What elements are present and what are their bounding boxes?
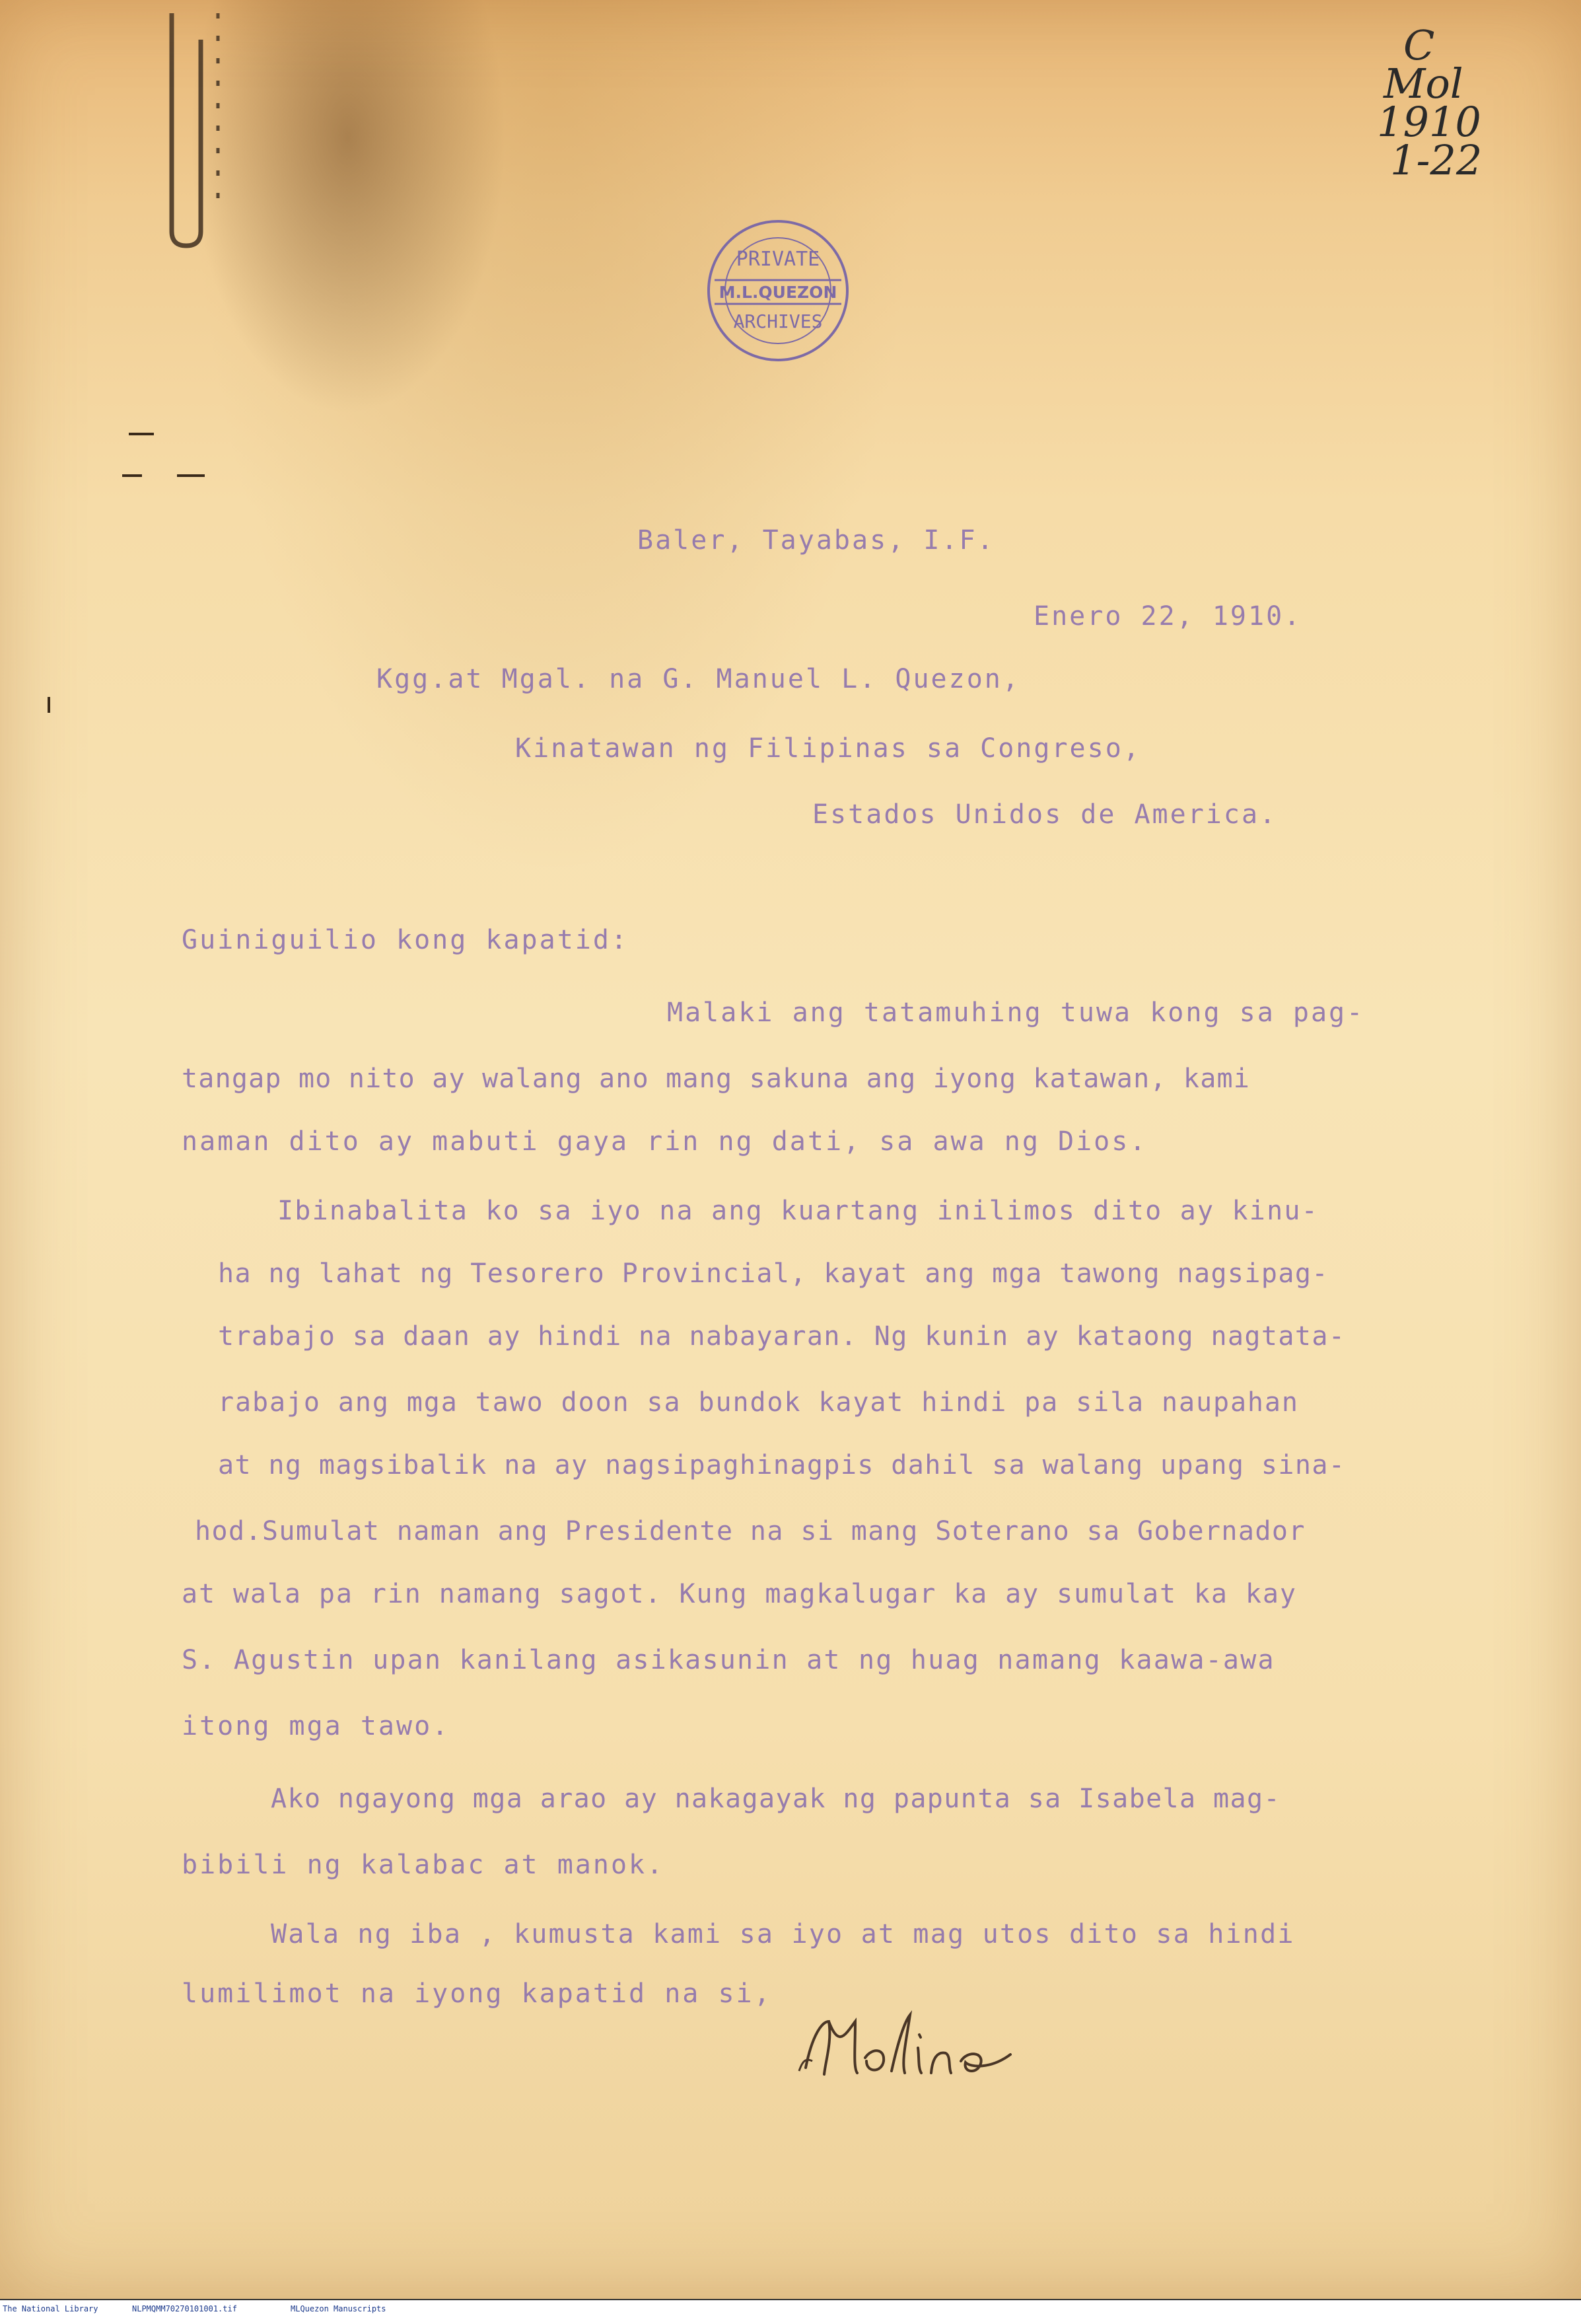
recipient-line: Kinatawan ng Filipinas sa Congreso, — [515, 733, 1141, 764]
body-line: tangap mo nito ay walang ano mang sakuna ang iyong katawan, kami — [182, 1064, 1251, 1094]
body-line: Ako ngayong mga arao ay nakagayak ng papunta sa Isabela mag- — [271, 1784, 1281, 1814]
annotation-line: Mol — [1384, 59, 1463, 108]
annotation-line: 1-22 — [1390, 136, 1483, 184]
handwritten-signature — [792, 1995, 1030, 2094]
paper-clip-mark — [145, 13, 251, 251]
body-line: bibili ng kalabac at manok. — [182, 1850, 665, 1880]
footer-library: The National Library — [3, 2304, 98, 2313]
body-line: Wala ng iba , kumusta kami sa iyo at mag utos dito sa hindi — [271, 1919, 1295, 1949]
body-line: ha ng lahat ng Tesorero Provincial, kayat ang mga tawong nagsipag- — [218, 1258, 1329, 1289]
footer-filename: NLPMQMM70270101001.tif — [132, 2304, 237, 2313]
annotation-line: C — [1403, 21, 1435, 69]
stamp-text-middle: M.L.QUEZON — [719, 283, 837, 302]
scan-footer — [0, 2299, 1581, 2324]
letter-place: Baler, Tayabas, I.F. — [637, 525, 995, 556]
punch-mark — [48, 697, 50, 713]
archive-stamp — [699, 211, 857, 370]
stamp-text-bottom: ARCHIVES — [733, 310, 823, 332]
body-line: at ng magsibalik na ay nagsipaghinagpis dahil sa walang upang sina- — [218, 1450, 1346, 1480]
body-line: S. Agustin upan kanilang asikasunin at ng huag namang kaawa-awa — [182, 1645, 1275, 1675]
body-line: hod.Sumulat naman ang Presidente na si mang Soterano sa Gobernador — [195, 1516, 1306, 1546]
body-line: itong mga tawo. — [182, 1711, 450, 1741]
punch-mark — [122, 474, 142, 477]
body-line: trabajo sa daan ay hindi na nabayaran. Ng kunin ay kataong nagtata- — [218, 1321, 1346, 1352]
recipient-line: Kgg.at Mgal. na G. Manuel L. Quezon, — [376, 664, 1020, 694]
recipient-line: Estados Unidos de America. — [812, 799, 1278, 830]
body-line: lumilimot na iyong kapatid na si, — [182, 1979, 772, 2009]
body-line: rabajo ang mga tawo doon sa bundok kayat hindi pa sila naupahan — [218, 1387, 1299, 1418]
punch-mark — [129, 433, 154, 435]
punch-mark — [177, 474, 205, 477]
body-line: Malaki ang tatamuhing tuwa kong sa pag- — [667, 998, 1365, 1028]
archive-annotation — [1377, 21, 1509, 184]
body-line: naman dito ay mabuti gaya rin ng dati, sa awa ng Dios. — [182, 1126, 1148, 1157]
annotation-line: 1910 — [1377, 98, 1481, 146]
salutation: Guiniguilio kong kapatid: — [182, 925, 629, 955]
body-line: Ibinabalita ko sa iyo na ang kuartang inilimos dito ay kinu- — [277, 1196, 1319, 1226]
footer-collection: MLQuezon Manuscripts — [291, 2304, 386, 2313]
letter-date: Enero 22, 1910. — [1034, 601, 1302, 632]
body-line: at wala pa rin namang sagot. Kung magkalugar ka ay sumulat ka kay — [182, 1579, 1297, 1609]
stamp-text-top: PRIVATE — [736, 248, 820, 271]
